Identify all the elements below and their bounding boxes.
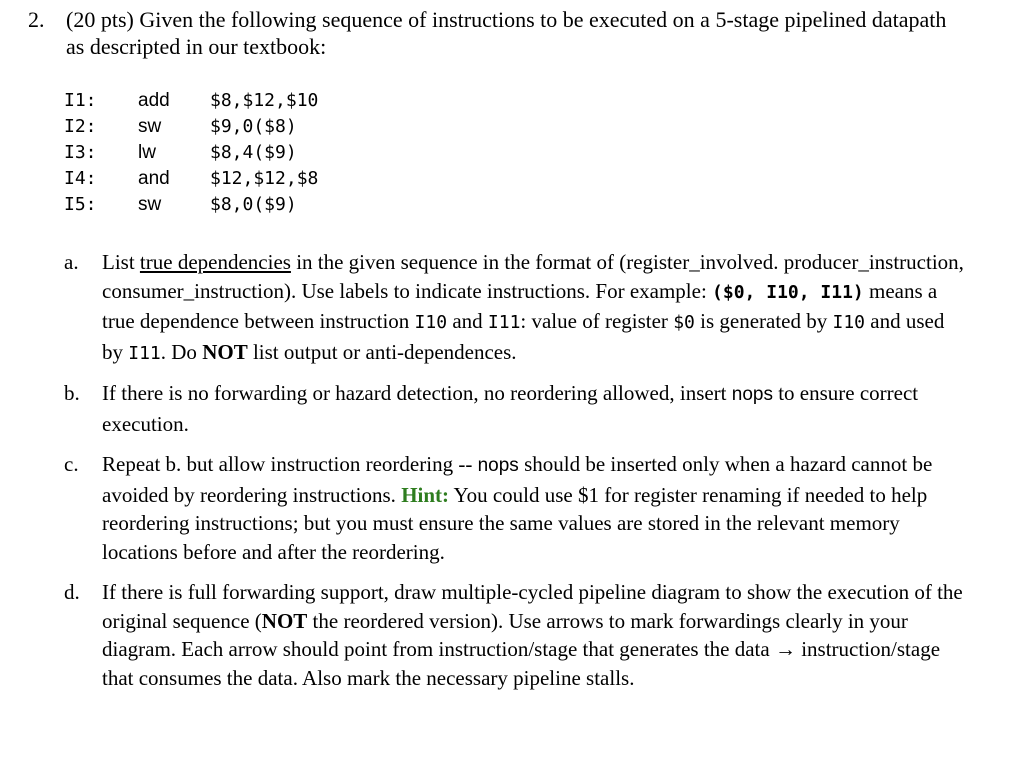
example-tuple: ($0, I10, I11) xyxy=(712,281,864,303)
part-letter: c. xyxy=(64,452,79,476)
part-d xyxy=(64,578,964,692)
instruction-ref: I11 xyxy=(487,312,521,333)
instruction-operands: $9,0($8) xyxy=(210,116,297,137)
emphasis-not: NOT xyxy=(202,339,248,364)
question-number: 2. xyxy=(28,7,45,32)
part-c-text: Repeat b. but allow instruction reordering xyxy=(102,452,459,476)
part-c-text: should be inserted only when a hazard cannot be avoided by reordering instructions. xyxy=(102,452,933,507)
instruction-operands: $8,$12,$10 xyxy=(210,90,319,111)
part-a-text: means a true dependence between instruction xyxy=(102,278,938,333)
part-c xyxy=(64,450,964,566)
part-a-text: and used by xyxy=(102,309,945,364)
instruction-label: I5: xyxy=(64,194,97,215)
question-intro: (20 pts) Given the following sequence of instructions to be executed on a 5-stage pipelined datapath as descripted in our textbook: xyxy=(66,7,947,59)
part-a-text: List xyxy=(102,250,140,274)
part-letter: d. xyxy=(64,580,80,604)
part-a-text: in the given sequence in the format of (register_involved. producer_instruction, consumer_instruction). Use labels to indicate instructions. For example: xyxy=(102,250,964,303)
register-ref: $0 xyxy=(673,312,695,333)
nops-term: nops xyxy=(472,455,519,476)
right-arrow-icon: → xyxy=(774,637,796,661)
instruction-opcode: and xyxy=(138,168,170,189)
question-parts xyxy=(64,248,964,692)
part-b-text: If there is no forwarding or hazard detection, no reordering allowed, insert xyxy=(102,381,732,405)
part-d-text: the reordered version). Use arrows to mark forwardings clearly in your diagram. Each arrow should point from instruction/stage that generates the data xyxy=(102,608,908,661)
instruction-label: I4: xyxy=(64,168,97,189)
instruction-ref: I10 xyxy=(832,312,866,333)
instruction-opcode: lw xyxy=(138,142,156,163)
part-letter: b. xyxy=(64,381,80,405)
part-a xyxy=(64,248,964,368)
instruction-label: I2: xyxy=(64,116,97,137)
hint-label: Hint: xyxy=(401,482,450,507)
part-d-text: If there is full forwarding support, draw multiple-cycled pipeline diagram to show the execution of the original sequence ( xyxy=(102,580,963,633)
part-a-text: : value of register xyxy=(520,309,674,333)
part-letter: a. xyxy=(64,250,79,274)
instruction-operands: $8,0($9) xyxy=(210,194,297,215)
instruction-ref: I10 xyxy=(414,312,448,333)
dash-separator: -- xyxy=(458,452,473,476)
part-a-text: . Do xyxy=(160,339,203,364)
instruction-opcode: add xyxy=(138,90,170,111)
part-b-text: to ensure correct execution. xyxy=(102,381,919,436)
part-a-text: list output or anti-dependences. xyxy=(247,339,517,364)
instruction-label: I3: xyxy=(64,142,97,163)
instruction-operands: $12,$12,$8 xyxy=(210,168,319,189)
part-d-text: instruction/stage that consumes the data. Also mark the necessary pipeline stalls. xyxy=(102,637,941,690)
true-dependencies-term: true dependencies xyxy=(139,250,291,274)
instruction-opcode: sw xyxy=(138,116,162,137)
instruction-opcode: sw xyxy=(138,194,162,215)
instruction-label: I1: xyxy=(64,90,97,111)
part-a-text: is generated by xyxy=(694,309,833,333)
part-a-text: and xyxy=(447,309,488,333)
emphasis-not: NOT xyxy=(261,608,308,633)
instruction-ref: I11 xyxy=(128,342,161,364)
instruction-operands: $8,4($9) xyxy=(210,142,297,163)
nops-term: nops xyxy=(731,384,773,405)
part-c-text: You could use $1 for register renaming if needed to help reordering instructions; but you must ensure the same values are stored in the relevant memory locations before and after the reordering. xyxy=(102,482,928,564)
part-b xyxy=(64,379,964,438)
